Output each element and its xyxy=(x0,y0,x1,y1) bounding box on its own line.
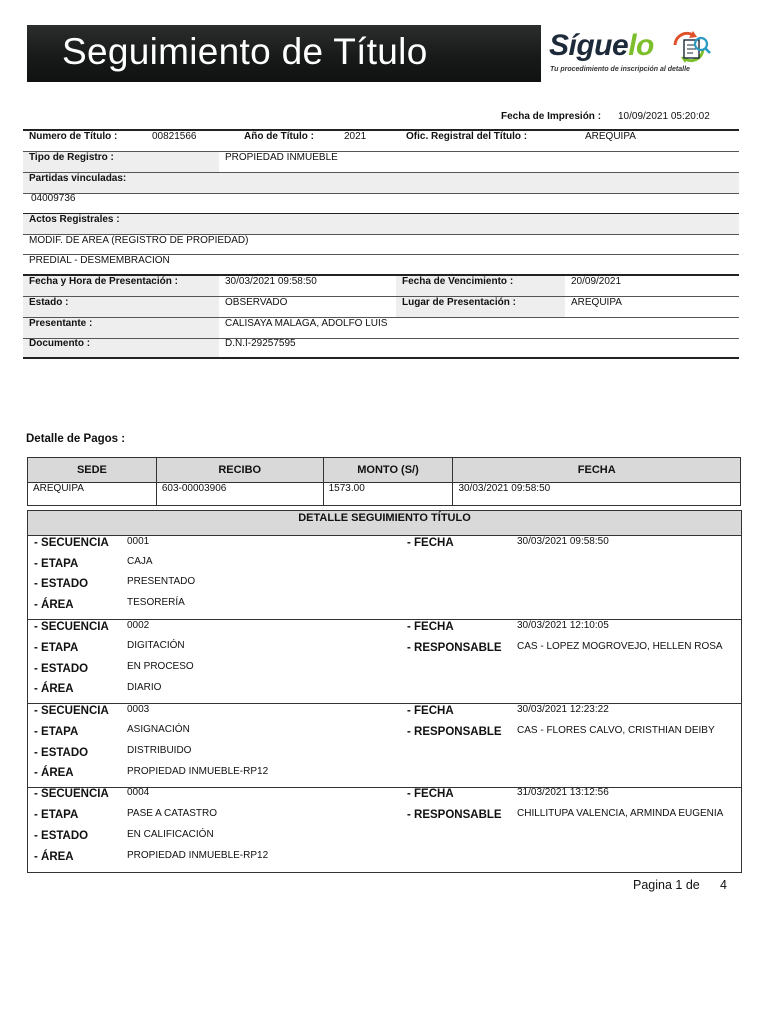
pagos-title: Detalle de Pagos : xyxy=(26,433,126,445)
anio-titulo-label: Año de Título : xyxy=(244,131,314,142)
area-value: TESORERÍA xyxy=(127,597,185,608)
estado-value: PRESENTADO xyxy=(127,576,196,587)
tipo-registro-value: PROPIEDAD INMUEBLE xyxy=(225,152,338,163)
seguimiento-item xyxy=(28,536,741,620)
oficina-label: Ofic. Registral del Título : xyxy=(406,131,528,142)
print-date-label: Fecha de Impresión : xyxy=(501,111,602,122)
logo-tagline: Tu procedimiento de inscripción al detalle xyxy=(550,66,690,73)
area-label: - ÁREA xyxy=(34,599,74,611)
bottom-rule xyxy=(23,357,739,359)
seguimiento-item xyxy=(28,787,741,871)
page-total: 4 xyxy=(720,878,727,892)
responsable-value: CAS - FLORES CALVO, CRISTHIAN DEIBY xyxy=(517,725,715,736)
column-header-monto: MONTO (S/) xyxy=(323,458,453,483)
estado-value: EN CALIFICACIÓN xyxy=(127,829,214,840)
pagos-table xyxy=(27,457,741,506)
seguimiento-item xyxy=(28,619,741,703)
lugar-value: AREQUIPA xyxy=(571,297,622,308)
responsable-label: - RESPONSABLE xyxy=(407,726,502,738)
area-value: PROPIEDAD INMUEBLE-RP12 xyxy=(127,850,269,861)
fecha-value: 30/03/2021 12:23:22 xyxy=(517,704,609,715)
oficina-value: AREQUIPA xyxy=(585,131,636,142)
presentante-value: CALISAYA MALAGA, ADOLFO LUIS xyxy=(225,318,388,329)
fecha-label: - FECHA xyxy=(407,705,454,717)
presentante-label: Presentante : xyxy=(29,318,93,329)
secuencia-label: - SECUENCIA xyxy=(34,788,109,800)
etapa-value: PASE A CATASTRO xyxy=(127,808,218,819)
responsable-value: CAS - LOPEZ MOGROVEJO, HELLEN ROSA xyxy=(517,641,723,652)
fecha-label: - FECHA xyxy=(407,621,454,633)
etapa-value: CAJA xyxy=(127,556,153,567)
acto-item: PREDIAL - DESMEMBRACION xyxy=(29,255,170,266)
etapa-value: DIGITACIÓN xyxy=(127,640,185,651)
etapa-label: - ETAPA xyxy=(34,558,79,570)
header-banner xyxy=(27,25,741,82)
secuencia-value: 0002 xyxy=(127,620,150,631)
estado-label: - ESTADO xyxy=(34,830,89,842)
etapa-label: - ETAPA xyxy=(34,726,79,738)
documento-value: D.N.I-29257595 xyxy=(225,338,296,349)
area-value: DIARIO xyxy=(127,682,162,693)
page-title: Seguimiento de Título xyxy=(62,31,428,72)
pago-fecha: 30/03/2021 09:58:50 xyxy=(453,483,741,506)
partida-value: 04009736 xyxy=(31,193,76,204)
pagos-header-row xyxy=(28,458,741,483)
column-header-sede: SEDE xyxy=(28,458,157,483)
secuencia-label: - SECUENCIA xyxy=(34,621,109,633)
presentacion-value: 30/03/2021 09:58:50 xyxy=(225,276,317,287)
responsable-value: CHILLITUPA VALENCIA, ARMINDA EUGENIA xyxy=(517,808,724,819)
fecha-label: - FECHA xyxy=(407,537,454,549)
label-shade xyxy=(23,214,739,234)
responsable-label: - RESPONSABLE xyxy=(407,809,502,821)
partidas-label: Partidas vinculadas: xyxy=(29,173,127,184)
secuencia-label: - SECUENCIA xyxy=(34,537,109,549)
actos-label: Actos Registrales : xyxy=(29,214,120,225)
presentacion-label: Fecha y Hora de Presentación : xyxy=(29,276,178,287)
estado-label: - ESTADO xyxy=(34,747,89,759)
fecha-value: 31/03/2021 13:12:56 xyxy=(517,787,609,798)
lugar-label: Lugar de Presentación : xyxy=(402,297,516,308)
fecha-value: 30/03/2021 12:10:05 xyxy=(517,620,609,631)
documento-label: Documento : xyxy=(29,338,91,349)
fecha-value: 30/03/2021 09:58:50 xyxy=(517,536,609,547)
secuencia-value: 0003 xyxy=(127,704,150,715)
seguimiento-panel xyxy=(27,510,742,873)
vencimiento-label: Fecha de Vencimiento : xyxy=(402,276,514,287)
estado-value: DISTRIBUIDO xyxy=(127,745,192,756)
acto-item: MODIF. DE AREA (REGISTRO DE PROPIEDAD) xyxy=(29,235,249,246)
area-value: PROPIEDAD INMUEBLE-RP12 xyxy=(127,766,269,777)
estado-value: OBSERVADO xyxy=(225,297,288,308)
column-header-fecha: FECHA xyxy=(453,458,741,483)
area-label: - ÁREA xyxy=(34,683,74,695)
estado-label: Estado : xyxy=(29,297,69,308)
estado-label: - ESTADO xyxy=(34,663,89,675)
etapa-label: - ETAPA xyxy=(34,809,79,821)
logo-wordmark: Síguelo xyxy=(549,29,654,62)
estado-value: EN PROCESO xyxy=(127,661,194,672)
etapa-label: - ETAPA xyxy=(34,642,79,654)
row-divider xyxy=(23,193,739,194)
document-refresh-search-icon xyxy=(669,31,713,63)
vencimiento-value: 20/09/2021 xyxy=(571,276,622,287)
secuencia-value: 0001 xyxy=(127,536,150,547)
seguimiento-item xyxy=(28,703,741,787)
table-row xyxy=(28,483,741,506)
pago-monto: 1573.00 xyxy=(323,483,453,506)
seguimiento-title: DETALLE SEGUIMIENTO TÍTULO xyxy=(28,511,741,536)
pago-sede: AREQUIPA xyxy=(28,483,157,506)
area-label: - ÁREA xyxy=(34,851,74,863)
siguelo-logo xyxy=(541,25,741,82)
secuencia-label: - SECUENCIA xyxy=(34,705,109,717)
numero-titulo-value: 00821566 xyxy=(152,131,197,142)
secuencia-value: 0004 xyxy=(127,787,150,798)
estado-label: - ESTADO xyxy=(34,578,89,590)
responsable-label: - RESPONSABLE xyxy=(407,642,502,654)
etapa-value: ASIGNACIÓN xyxy=(127,724,190,735)
area-label: - ÁREA xyxy=(34,767,74,779)
anio-titulo-value: 2021 xyxy=(344,131,367,142)
print-date-value: 10/09/2021 05:20:02 xyxy=(618,111,710,122)
label-shade xyxy=(23,173,739,193)
column-header-recibo: RECIBO xyxy=(156,458,323,483)
tipo-registro-label: Tipo de Registro : xyxy=(29,152,114,163)
pago-recibo: 603-00003906 xyxy=(156,483,323,506)
banner-dark-panel xyxy=(27,25,541,82)
fecha-label: - FECHA xyxy=(407,788,454,800)
numero-titulo-label: Numero de Título : xyxy=(29,131,118,142)
page-label: Pagina 1 de xyxy=(633,878,700,892)
